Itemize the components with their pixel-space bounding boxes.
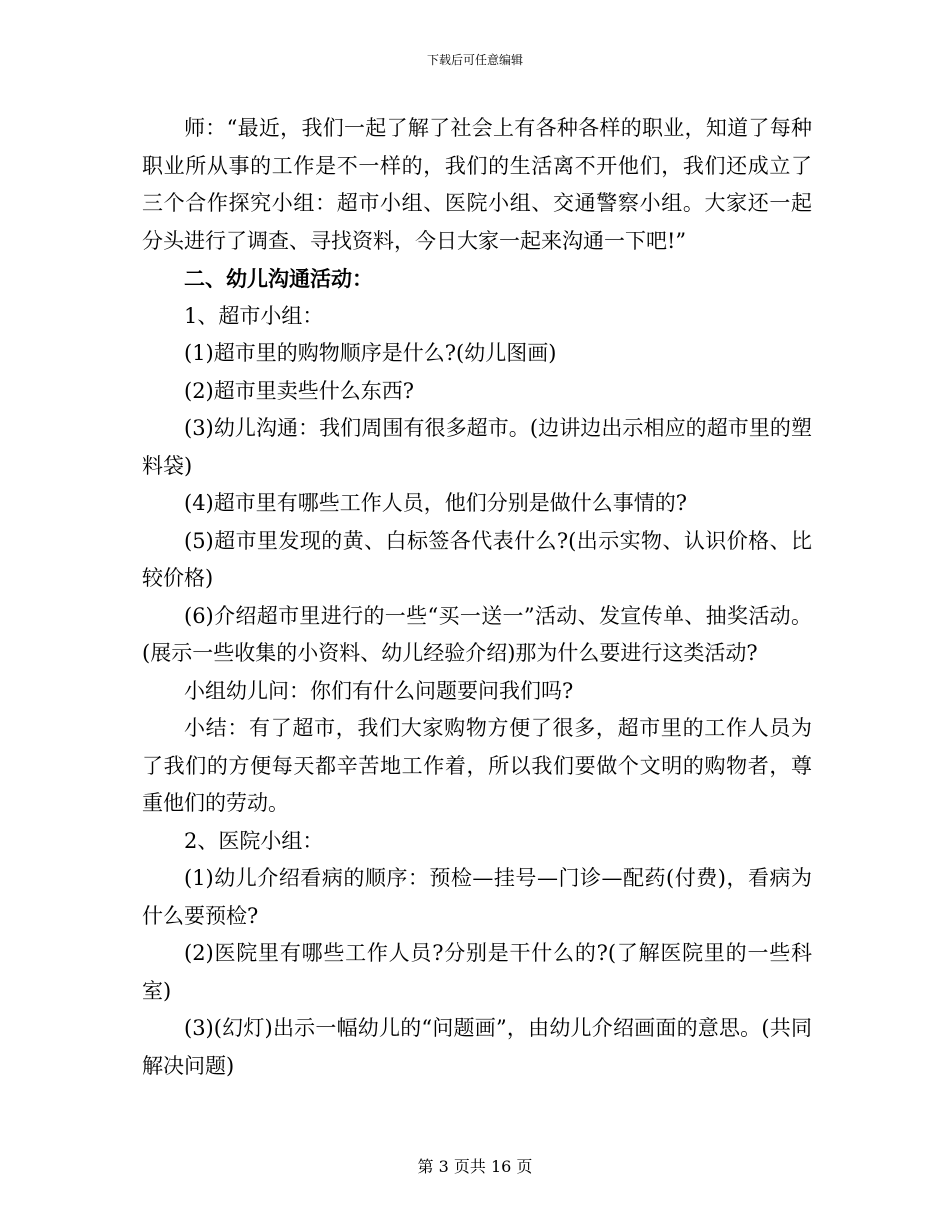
subsection-heading-supermarket: 1、超市小组： [184, 303, 324, 328]
list-item: (2)医院里有哪些工作人员?分别是干什么的?(了解医院里的一些科室) [142, 941, 812, 1003]
paragraph-question: 小组幼儿问：你们有什么问题要问我们吗? [184, 678, 574, 703]
subsection-heading-hospital: 2、医院小组： [184, 828, 324, 853]
list-item: (5)超市里发现的黄、白标签各代表什么?(出示实物、认识价格、比较价格) [142, 528, 812, 590]
paragraph-intro: 师：“最近，我们一起了解了社会上有各种各样的职业，知道了每种职业所从事的工作是不一样的，我们的生活离不开他们，我们还成立了三个合作探究小组：超市小组、医院小组、交通警察小组。大家还一起分头进行了调查、寻找资料，今日大家一起来沟通一下吧!” [142, 116, 812, 253]
document-body [142, 110, 812, 1085]
list-item: (6)介绍超市里进行的一些“买一送一”活动、发宣传单、抽奖活动。(展示一些收集的小资料、幼儿经验介绍)那为什么要进行这类活动? [142, 603, 812, 665]
section-heading: 二、幼儿沟通活动： [184, 266, 373, 291]
list-item: (3)幼儿沟通：我们周围有很多超市。(边讲边出示相应的超市里的塑料袋) [142, 416, 812, 478]
paragraph-summary: 小结：有了超市，我们大家购物方便了很多，超市里的工作人员为了我们的方便每天都辛苦地工作着，所以我们要做个文明的购物者，尊重他们的劳动。 [142, 716, 812, 815]
list-item: (1)幼儿介绍看病的顺序：预检—挂号—门诊—配药(付费)，看病为什么要预检? [142, 866, 812, 928]
list-item: (3)(幻灯)出示一幅幼儿的“问题画”，由幼儿介绍画面的意思。(共同解决问题) [142, 1016, 812, 1078]
page-header: 下载后可任意编辑 [426, 53, 523, 67]
page-footer: 第 3 页共 16 页 [417, 1157, 533, 1176]
list-item: (2)超市里卖些什么东西? [184, 378, 415, 403]
list-item: (4)超市里有哪些工作人员，他们分别是做什么事情的? [184, 491, 688, 515]
list-item: (1)超市里的购物顺序是什么?(幼儿图画) [184, 341, 557, 365]
